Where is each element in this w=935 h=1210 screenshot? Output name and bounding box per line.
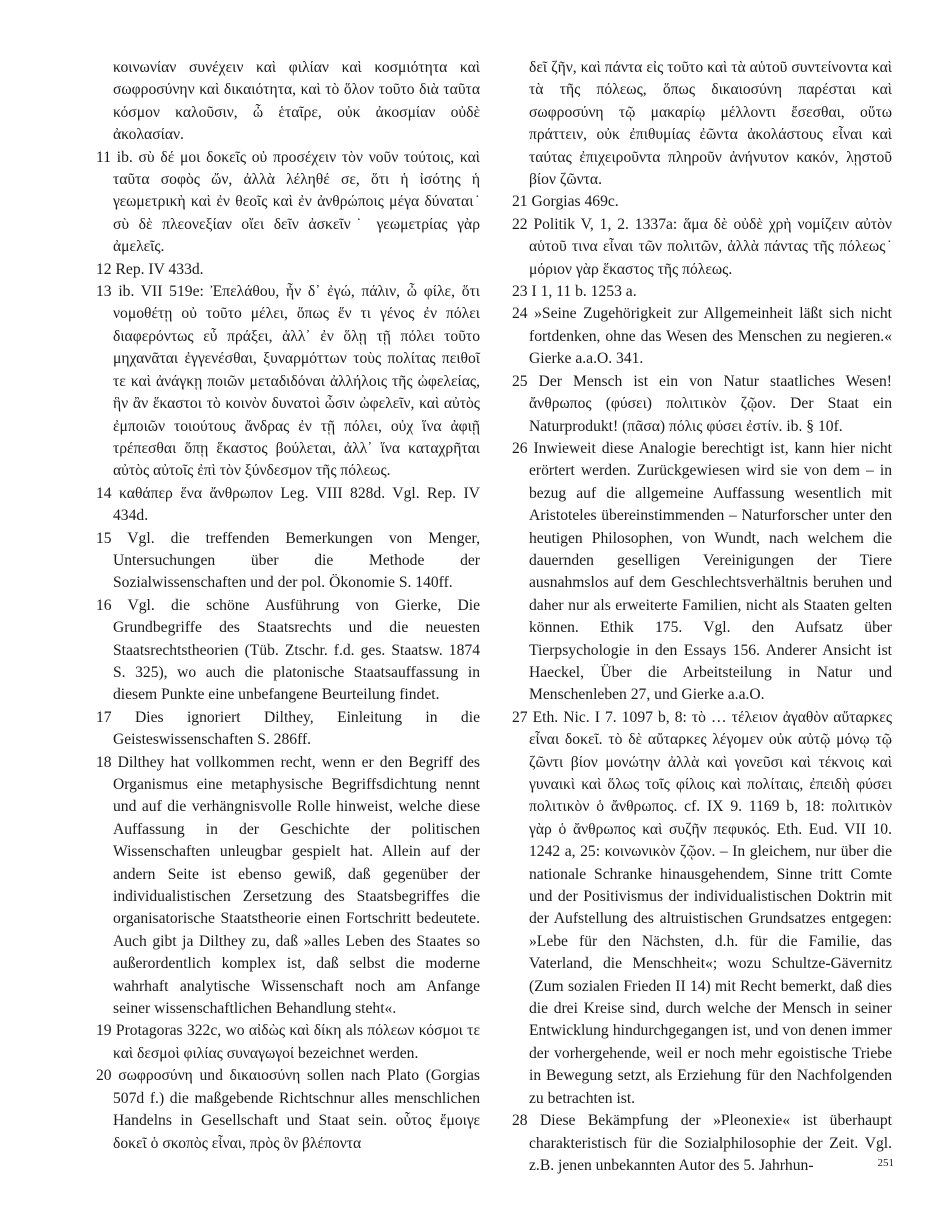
footnote-15: 15 Vgl. die treffenden Bemerkungen von Menger, Untersuchungen über die Methode der Sozialwissenschaften und der pol. Ökonomie S. 140ff. xyxy=(96,529,480,592)
right-column xyxy=(512,57,892,1177)
footnote-continuation: κοινωνίαν συνέχειν καὶ φιλίαν καὶ κοσμιότητα καὶ σωφροσύνην καὶ δικαιότητα, καὶ τὸ ὅλον τοῦτο διὰ ταῦτα κόσμον καλοῦσιν, ὦ ἑταῖρε, οὐκ ἀκοσμίαν οὐδὲ ἀκολασίαν. xyxy=(113,59,480,144)
footnote-23: 23 I 1, 11 b. 1253 a. xyxy=(512,283,637,301)
left-column xyxy=(96,57,480,1155)
footnote-16: 16 Vgl. die schöne Ausführung von Gierke, Die Grundbegriffe des Staatsrechts und die neuesten Staatsrechtstheorien (Tüb. Ztschr. f.d. ges. Staatsw. 1874 S. 325), wo auch die platonische Staatsauffassung in diesem Punkte eine unbefangene Beurteilung findet. xyxy=(96,596,480,704)
footnote-11: 11 ib. σὺ δέ μοι δοκεῖς οὐ προσέχειν τὸν νοῦν τούτοις, καὶ ταῦτα σοφὸς ὤν, ἀλλὰ λέληθέ σε, ὅτι ἡ ἰσότης ἡ γεωμετρικὴ καὶ ἐν θεοῖς καὶ ἐν ἀνθρώποις μέγα δύναται˙ σὺ δὲ πλεονεξίαν οἴει δεῖν ἀσκεῖν˙ γεωμετρίας γὰρ ἀμελεῖς. xyxy=(96,148,480,256)
footnote-12: 12 Rep. IV 433d. xyxy=(96,260,204,278)
footnote-26: 26 Inwieweit diese Analogie berechtigt ist, kann hier nicht erörtert werden. Zurückgewiesen wird sie von dem – in bezug auf die allgemeine Auffassung wesentlich mit Aristoteles übereinstimmenden – Naturforscher unter den heutigen Philosophen, von Wundt, nach welchem die dauernden geselligen Vereinigungen der Tiere ausnahmslos auf dem Geschlechtsverhältnis beruhen und daher nur als erweiterte Familien, nicht als Staaten gelten können. Ethik 175. Vgl. den Aufsatz über Tierpsychologie in den Essays 156. Anderer Ansicht ist Haeckel, Über die Arbeitsteilung in Natur und Menschenleben 27, und Gierke a.a.O. xyxy=(512,439,892,704)
footnote-20: 20 σωφροσύνη und δικαιοσύνη sollen nach Plato (Gorgias 507d f.) die maßgebende Richtschnur alles menschlichen Handelns in Gesellschaft und Staat sein. οὗτος ἔμοιγε δοκεῖ ὁ σκοπὸς εἶναι, πρὸς ὃν βλέποντα xyxy=(96,1067,480,1152)
footnote-13: 13 ib. VII 519e: Ἐπελάθου, ἦν δ᾽ ἐγώ, πάλιν, ὦ φίλε, ὅτι νομοθέτῃ οὐ τοῦτο μέλει, ὅπως ἕν τι γένος ἐν πόλει διαφερόντως εὖ πράξει, ἀλλ᾽ ἐν ὅλῃ τῇ πόλει τοῦτο μηχανᾶται ἐγγενέσθαι, ξυναρμόττων τοὺς πολίτας πειθοῖ τε καὶ ἀνάγκῃ ποιῶν μεταδιδόναι ἀλλήλοις τῆς ὠφελείας, ἣν ἂν ἕκαστοι τὸ κοινὸν δυνατοὶ ὦσιν ὠφελεῖν, καὶ αὐτὸς ἐμποιῶν τοιούτους ἄνδρας ἐν τῇ πόλει, οὐχ ἵνα ἀφιῇ τρέπεσθαι ὅπῃ ἕκαστος βούλεται, ἀλλ᾽ ἵνα καταχρῆται αὐτὸς αὐτοῖς ἐπὶ τὸν ξύνδεσμον τῆς πόλεως. xyxy=(96,283,480,480)
footnote-20-continuation: δεῖ ζῆν, καὶ πάντα εἰς τοῦτο καὶ τὰ αὑτοῦ συντείνοντα καὶ τὰ τῆς πόλεως, ὅπως δικαιοσύνη παρέσται καὶ σωφροσύνη τῷ μακαρίῳ μέλλοντι ἔσεσθαι, οὕτω πράττειν, οὐκ ἐπιθυμίας ἐῶντα ἀκολάστους εἶναι καὶ ταύτας ἐπιχειροῦντα πληροῦν ἀνήνυτον κακόν, λῃστοῦ βίον ζῶντα. xyxy=(529,59,892,189)
footnote-14: 14 καθάπερ ἕνα ἄνθρωπον Leg. VIII 828d. Vgl. Rep. IV 434d. xyxy=(96,484,480,525)
footnote-28: 28 Diese Bekämpfung der »Pleonexie« ist überhaupt charakteristisch für die Sozialphilosophie der Zeit. Vgl. z.B. jenen unbekannten Autor des 5. Jahrhun- xyxy=(512,1112,892,1174)
footnote-27: 27 Eth. Nic. I 7. 1097 b, 8: τὸ … τέλειον ἀγαθὸν αὔταρκες εἶναι δοκεῖ. τὸ δὲ αὔταρκες λέγομεν οὐκ αὐτῷ μόνῳ τῷ ζῶντι βίον μονώτην ἀλλὰ καὶ γονεῦσι καὶ τέκνοις καὶ γυναικὶ καὶ ὅλως τοῖς φίλοις καὶ πολίταις, ἐπειδὴ φύσει πολιτικὸν ὁ ἄνθρωπος. cf. IX 9. 1169 b, 18: πολιτικὸν γὰρ ὁ ἄνθρωπος καὶ συζῆν πεφυκός. Eth. Eud. VII 10. 1242 a, 25: κοινωνικὸν ζῷον. – In gleichem, nur über die nationale Schranke hinausgehendem, Sinne tritt Comte und der Positivismus der individualistischen Doktrin mit der Aufstellung des altruistischen Grundsatzes entgegen: »Lebe für den Nächsten, d.h. für die Familie, das Vaterland, die Menschheit«; wozu Schultze-Gävernitz (Zum sozialen Frieden II 14) mit Recht bemerkt, daß dies die drei Kreise sind, durch welche der Mensch in seiner Entwicklung hindurchgegangen ist, und von denen immer der vorhergehende, weil er noch mehr egoistische Triebe in Bewegung setzt, als Erziehung für den Nachfolgenden zu betrachten ist. xyxy=(512,708,892,1107)
footnote-24: 24 »Seine Zugehörigkeit zur Allgemeinheit läßt sich nicht fortdenken, ohne das Wesen des Menschen zu negieren.« Gierke a.a.O. 341. xyxy=(512,305,892,368)
footnote-19: 19 Protagoras 322c, wo αἰδὼς καὶ δίκη als πόλεων κόσμοι τε καὶ δεσμοὶ φιλίας συναγωγοί bezeichnet werden. xyxy=(96,1022,480,1062)
page-number: 251 xyxy=(877,1157,894,1169)
footnote-17: 17 Dies ignoriert Dilthey, Einleitung in die Geisteswissenschaften S. 286ff. xyxy=(96,708,480,749)
footnote-22: 22 Politik V, 1, 2. 1337a: ἅμα δὲ οὐδὲ χρὴ νομίζειν αὐτὸν αὑτοῦ τινα εἶναι τῶν πολιτῶν, ἀλλὰ πάντας τῆς πόλεως˙ μόριον γὰρ ἕκαστος τῆς πόλεως. xyxy=(512,215,892,278)
footnote-25: 25 Der Mensch ist ein von Natur staatliches Wesen! ἄνθρωπος (φύσει) πολιτικὸν ζῷον. Der Staat ein Naturprodukt! (πᾶσα) πόλις φύσει ἐστίν. ib. § 10f. xyxy=(512,372,892,435)
footnote-18: 18 Dilthey hat vollkommen recht, wenn er den Begriff des Organismus eine metaphysische Begriffsdichtung nennt und auf die verhängnisvolle Rolle hinweist, welche diese Auffassung in der Geschichte der politischen Wissenschaften unleugbar gespielt hat. Allein auf der andern Seite ist ebenso gewiß, daß gegenüber der individualistischen Zersetzung des Staatsbegriffes die organisatorische Staatstheorie einen Fortschritt bedeutete. Auch gibt ja Dilthey zu, daß »alles Leben des Staates so außerordentlich komplex ist, daß selbst die moderne wahrhaft analytische Wissenschaft noch am Anfange seiner wissenschaftlichen Behandlung steht«. xyxy=(96,753,480,1018)
footnote-21: 21 Gorgias 469c. xyxy=(512,193,619,211)
